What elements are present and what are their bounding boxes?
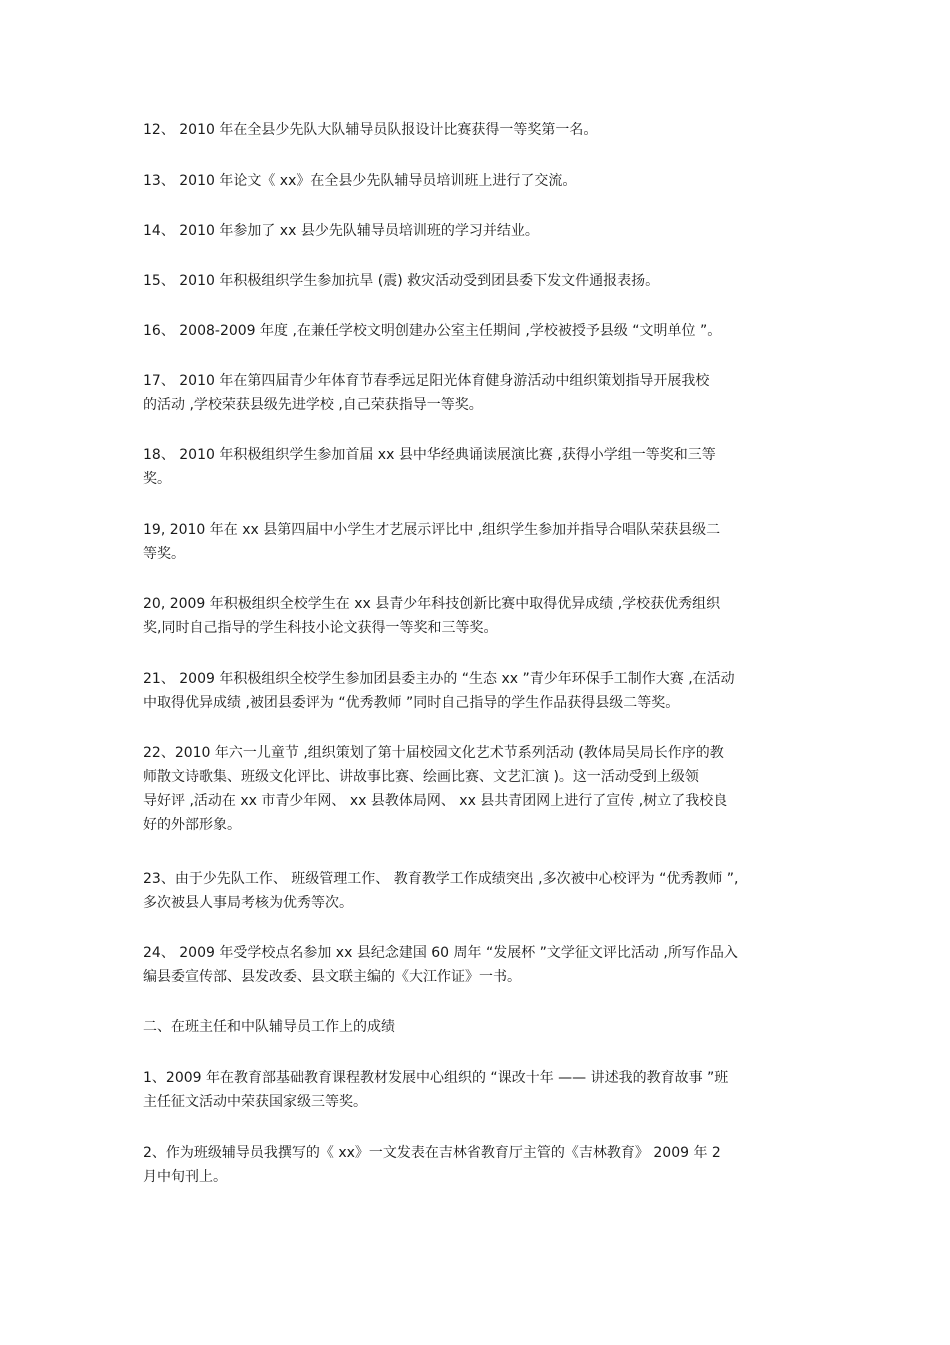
- text-line: 22、2010 年六一儿童节 ,组织策划了第十届校园文化艺术节系列活动 (教体局吴局长作序的教: [143, 745, 724, 761]
- text-line: 多次被县人事局考核为优秀等次。: [143, 895, 353, 911]
- text-line: 月中旬刊上。: [143, 1169, 227, 1185]
- list-item: [143, 369, 823, 417]
- list-item: [143, 941, 823, 989]
- text-line: 20, 2009 年积极组织全校学生在 xx 县青少年科技创新比赛中取得优异成绩 ,学校获优秀组织: [143, 596, 721, 612]
- text-line: 12、 2010 年在全县少先队大队辅导员队报设计比赛获得一等奖第一名。: [143, 122, 598, 138]
- list-item: [143, 269, 823, 293]
- list-item: [143, 518, 823, 566]
- text-line: 导好评 ,活动在 xx 市青少年网、 xx 县教体局网、 xx 县共青团网上进行了宣传 ,树立了我校良: [143, 793, 728, 809]
- text-line: 21、 2009 年积极组织全校学生参加团县委主办的 “生态 xx ”青少年环保手工制作大赛 ,在活动: [143, 671, 735, 687]
- text-line: 的活动 ,学校荣获县级先进学校 ,自己荣获指导一等奖。: [143, 397, 483, 413]
- list-item: [143, 169, 823, 193]
- text-line: 师散文诗歌集、班级文化评比、讲故事比赛、绘画比赛、文艺汇演 )。这一活动受到上级领: [143, 769, 699, 785]
- text-line: 15、 2010 年积极组织学生参加抗旱 (震) 救灾活动受到团县委下发文件通报表扬。: [143, 273, 660, 289]
- list-item: [143, 592, 823, 640]
- text-line: 18、 2010 年积极组织学生参加首届 xx 县中华经典诵读展演比赛 ,获得小学组一等奖和三等: [143, 447, 716, 463]
- text-line: 编县委宣传部、县发改委、县文联主编的《大江作证》一书。: [143, 969, 521, 985]
- list-item: [143, 1066, 823, 1114]
- list-item: [143, 118, 823, 142]
- text-line: 中取得优异成绩 ,被团县委评为 “优秀教师 ”同时自己指导的学生作品获得县级二等奖。: [143, 695, 680, 711]
- list-item: [143, 667, 823, 715]
- section-heading: [143, 1015, 823, 1039]
- text-line: 16、 2008-2009 年度 ,在兼任学校文明创建办公室主任期间 ,学校被授予县级 “文明单位 ”。: [143, 323, 722, 339]
- text-line: 二、在班主任和中队辅导员工作上的成绩: [143, 1019, 395, 1035]
- list-item: [143, 443, 823, 491]
- text-line: 奖。: [143, 471, 171, 487]
- list-item: [143, 219, 823, 243]
- text-line: 好的外部形象。: [143, 817, 241, 833]
- text-line: 17、 2010 年在第四届青少年体育节春季远足阳光体育健身游活动中组织策划指导开展我校: [143, 373, 710, 389]
- text-line: 14、 2010 年参加了 xx 县少先队辅导员培训班的学习并结业。: [143, 223, 539, 239]
- text-line: 24、 2009 年受学校点名参加 xx 县纪念建国 60 周年 “发展杯 ”文学征文评比活动 ,所写作品入: [143, 945, 738, 961]
- text-line: 等奖。: [143, 546, 185, 562]
- text-line: 2、作为班级辅导员我撰写的《 xx》一文发表在吉林省教育厅主管的《吉林教育》 2009 年 2: [143, 1145, 721, 1161]
- list-item: [143, 867, 823, 915]
- list-item: [143, 1141, 823, 1189]
- text-line: 23、由于少先队工作、 班级管理工作、 教育教学工作成绩突出 ,多次被中心校评为 “优秀教师 ”,: [143, 871, 739, 887]
- text-line: 19, 2010 年在 xx 县第四届中小学生才艺展示评比中 ,组织学生参加并指导合唱队荣获县级二: [143, 522, 721, 538]
- list-item: [143, 741, 823, 837]
- text-line: 1、2009 年在教育部基础教育课程教材发展中心组织的 “课改十年 —— 讲述我的教育故事 ”班: [143, 1070, 729, 1086]
- list-item: [143, 319, 823, 343]
- text-line: 主任征文活动中荣获国家级三等奖。: [143, 1094, 367, 1110]
- text-line: 奖,同时自己指导的学生科技小论文获得一等奖和三等奖。: [143, 620, 498, 636]
- text-line: 13、 2010 年论文《 xx》在全县少先队辅导员培训班上进行了交流。: [143, 173, 577, 189]
